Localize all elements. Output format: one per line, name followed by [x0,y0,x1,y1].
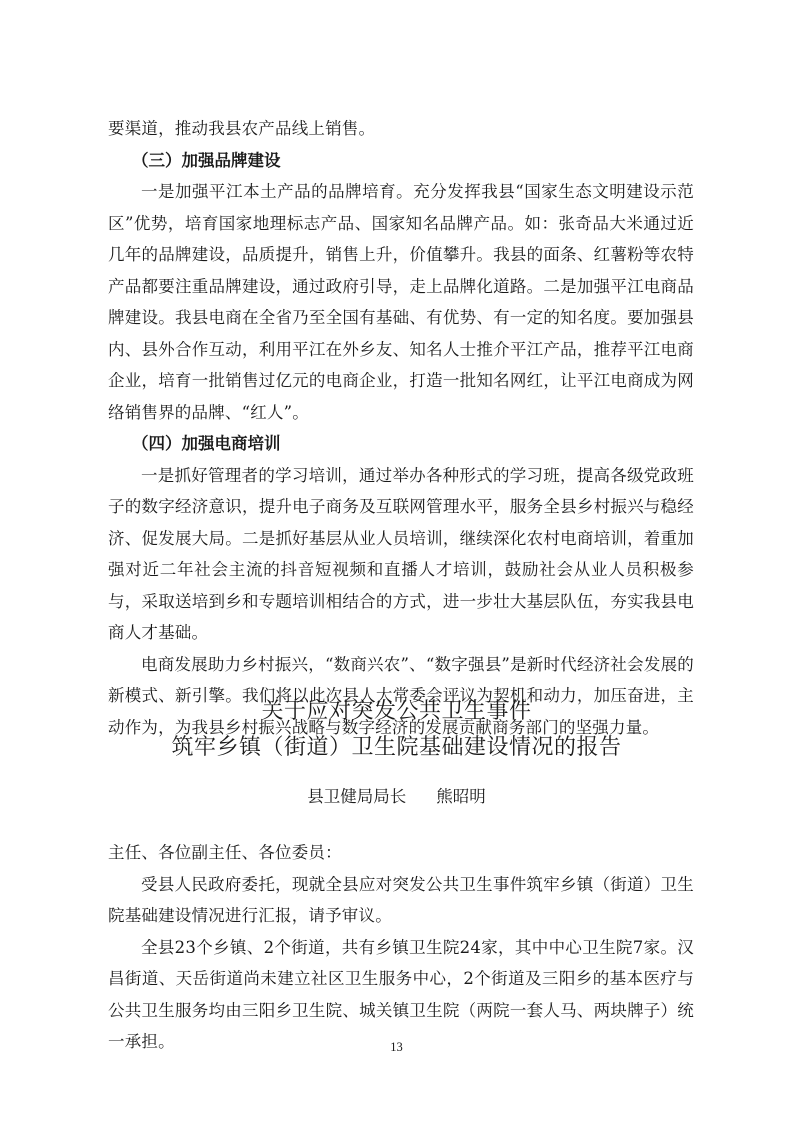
training-paragraph: 一是抓好管理者的学习培训，通过举办各种形式的学习班，提高各级党政班子的数字经济意识，提升电子商务及互联网管理水平，服务全县乡村振兴与稳经济、促发展大局。二是抓好基层从业人员培训，继续深化农村电商培训，着重加强对近二年社会主流的抖音短视频和直播人才培训，鼓励社会从业人员积极参与，采取送培到乡和专题培训相结合的方式，进一步壮大基层队伍，夯实我县电商人才基础。 [108,465,694,642]
report-body [108,837,694,1058]
report-paragraph-2: 全县23个乡镇、2个街道，共有乡镇卫生院24家，其中中心卫生院7家。汉昌街道、天岳街道尚未建立社区卫生服务中心，2个街道及三阳乡的基本医疗与公共卫生服务均由三阳乡卫生院、城关镇卫生院（两院一套人马、两块牌子）统一承担。 [108,937,694,1051]
report-title-line-1: 关于应对突发公共卫生事件 [261,699,532,724]
page-number: 13 [390,1040,403,1054]
report-title-line-2: 筑牢乡镇（街道）卫生院基础建设情况的报告 [171,735,622,760]
author-name: 熊昭明 [436,787,486,806]
closing-paragraph: 电商发展助力乡村振兴，“数商兴农”、“数字强县”是新时代经济社会发展的新模式、新引擎。我们将以此次县人大常委会评议为契机和动力，加压奋进，主动作为，为我县乡村振兴战略与数字经济的发展贡献商务部门的坚强力量。 [108,654,694,737]
brand-paragraph: 一是加强平江本土产品的品牌培育。充分发挥我县“国家生态文明建设示范区”优势，培育国家地理标志产品、国家知名品牌产品。如：张奇品大米通过近几年的品牌建设，品质提升，销售上升，价值攀升。我县的面条、红薯粉等农特产品都要注重品牌建设，通过政府引导，走上品牌化道路。二是加强平江电商品牌建设。我县电商在全省乃至全国有基础、有优势、有一定的知名度。要加强县内、县外合作互动，利用平江在外乡友、知名人士推介平江产品，推荐平江电商企业，培育一批销售过亿元的电商企业，打造一批知名网红，让平江电商成为网络销售界的品牌、“红人”。 [108,182,694,422]
report-title [0,694,793,766]
section-heading-training: （四）加强电商培训 [132,434,281,453]
section-heading-brand: （三）加强品牌建设 [132,150,281,170]
report-author [0,785,793,809]
report-paragraph-1: 受县人民政府委托，现就全县应对突发公共卫生事件筑牢乡镇（街道）卫生院基础建设情况进行汇报，请予审议。 [108,874,694,925]
previous-section-body [108,113,694,743]
author-role: 县卫健局局长 [307,787,407,806]
salutation: 主任、各位副主任、各位委员： [108,843,342,862]
continuation-paragraph: 要渠道，推动我县农产品线上销售。 [108,119,376,138]
